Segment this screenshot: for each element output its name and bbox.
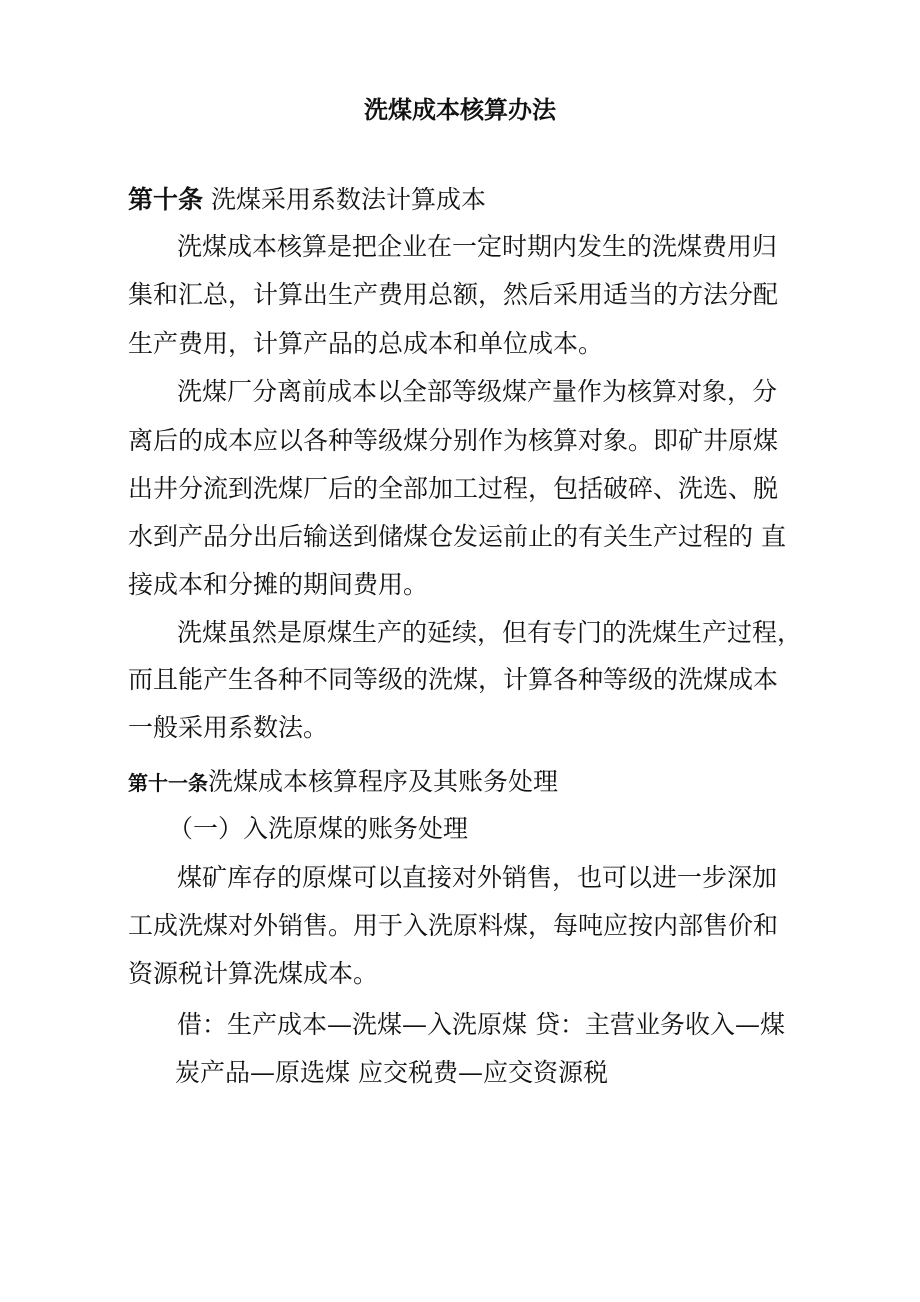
article-10-heading <box>128 184 486 216</box>
paragraph-line: 资源税计算洗煤成本。 <box>128 959 379 988</box>
article-11-heading <box>128 766 558 799</box>
paragraph-line: 集和汇总，计算出生产费用总额，然后采用适当的方法分配 <box>128 280 779 309</box>
paragraph-line: 洗煤厂分离前成本以全部等级煤产量作为核算对象，分 <box>177 377 778 406</box>
paragraph-line: 而且能产生各种不同等级的洗煤，计算各种等级的洗煤成本 <box>128 665 779 694</box>
paragraph-line: 水到产品分出后输送到储煤仓发运前止的有关生产过程的 直 <box>128 522 786 551</box>
paragraph-line: 接成本和分摊的期间费用。 <box>128 570 429 599</box>
paragraph-line: 工成洗煤对外销售。用于入洗原料煤，每吨应按内部售价和 <box>128 911 779 940</box>
journal-entry-line: 借：生产成本—洗煤—入洗原煤 贷：主营业务收入—煤 <box>177 1010 785 1039</box>
paragraph-line: 离后的成本应以各种等级煤分别作为核算对象。即矿井原煤 <box>128 426 779 455</box>
journal-entry-line: 炭产品—原选煤 应交税费—应交资源税 <box>175 1058 608 1087</box>
paragraph-line: 出井分流到洗煤厂后的全部加工过程，包括破碎、洗选、脱 <box>128 474 779 503</box>
paragraph-line: 煤矿库存的原煤可以直接对外销售，也可以进一步深加 <box>177 863 778 892</box>
paragraph-line: 洗煤虽然是原煤生产的延续，但有专门的洗煤生产过程， <box>177 618 803 647</box>
paragraph-line: 生产费用，计算产品的总成本和单位成本。 <box>128 329 604 358</box>
paragraph-line: 一般采用系数法。 <box>128 713 329 742</box>
article-10-title: 洗煤采用系数法计算成本 <box>210 185 486 214</box>
subheading: （一）入洗原煤的账务处理 <box>168 814 469 843</box>
paragraph-line: 洗煤成本核算是把企业在一定时期内发生的洗煤费用归 <box>177 232 778 261</box>
article-11-label: 第十一条 <box>128 771 208 795</box>
article-11-title: 洗煤成本核算程序及其账务处理 <box>208 767 559 796</box>
article-10-label: 第十条 <box>128 185 204 214</box>
document-title: 洗煤成本核算办法 <box>364 95 556 124</box>
